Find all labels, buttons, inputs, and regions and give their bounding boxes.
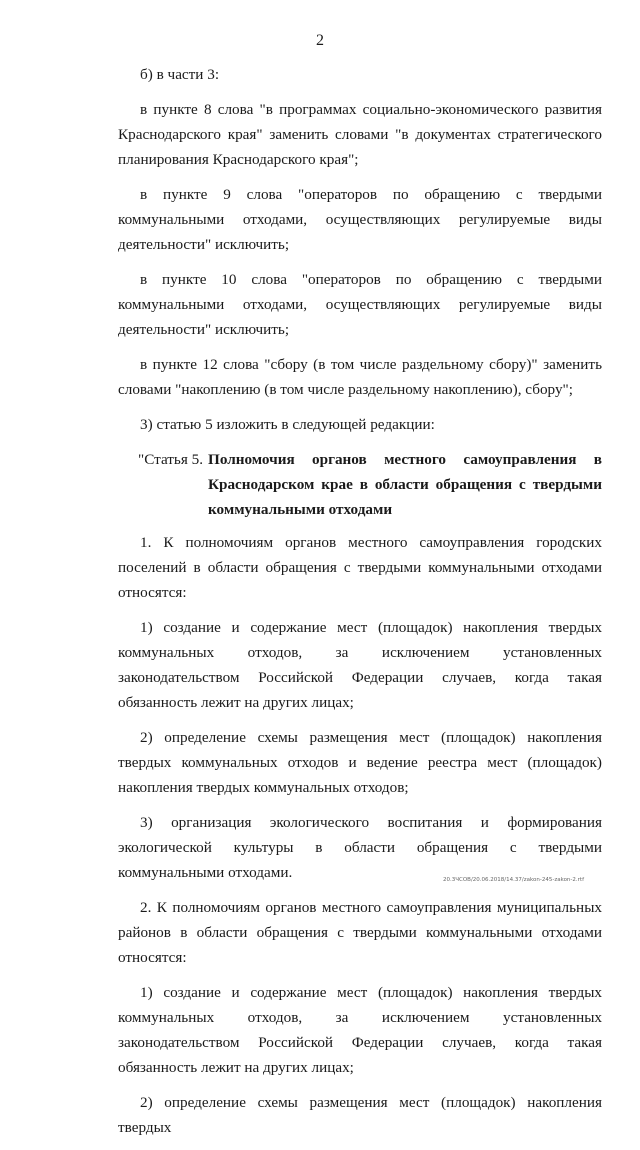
article-title: Полномочия органов местного самоуправления в Краснодарском крае в области обращения с твердыми коммунальными отходами (208, 451, 602, 518)
paragraph: б) в части 3: (140, 66, 220, 83)
footer-file-stamp: 20.3ЧСОВ/20.06.2018/14.37/zakon-245-zakon-2.rtf (443, 877, 585, 883)
article-heading (118, 447, 602, 522)
page-number: 2 (316, 32, 324, 49)
document-body (118, 62, 602, 1150)
paragraph: 3) организация экологического воспитания и формирования экологической культуры в области обращения с твердыми коммунальными отходами. (118, 814, 602, 881)
paragraph: в пункте 12 слова "сбору (в том числе раздельному сбору)" заменить словами "накоплению (в том числе раздельному накоплению), сбору"; (118, 356, 602, 398)
paragraph: 1) создание и содержание мест (площадок) накопления твердых коммунальных отходов, за исключением установленных законодательством Российской Федерации случаев, когда такая обязанность лежит на других лицах; (118, 984, 602, 1076)
paragraph: 2) определение схемы размещения мест (площадок) накопления твердых коммунальных отходов и ведение реестра мест (площадок) накопления твердых коммунальных отходов; (118, 729, 602, 796)
article-number: "Статья 5. (138, 451, 204, 468)
paragraph: 1. К полномочиям органов местного самоуправления городских поселений в области обращения с твердыми коммунальными отходами относятся: (118, 534, 602, 601)
paragraph: в пункте 8 слова "в программах социально-экономического развития Краснодарского края" заменить словами "в документах стратегического планирования Краснодарского края"; (118, 101, 602, 168)
paragraph: в пункте 9 слова "операторов по обращению с твердыми коммунальными отходами, осуществляющих регулируемые виды деятельности" исключить; (118, 186, 602, 253)
paragraph: 1) создание и содержание мест (площадок) накопления твердых коммунальных отходов, за исключением установленных законодательством Российской Федерации случаев, когда такая обязанность лежит на других лицах; (118, 619, 602, 711)
paragraph: 3) статью 5 изложить в следующей редакции: (140, 416, 435, 433)
paragraph: 2) определение схемы размещения мест (площадок) накопления твердых (118, 1094, 602, 1136)
paragraph: в пункте 10 слова "операторов по обращению с твердыми коммунальными отходами, осуществляющих регулируемые виды деятельности" исключить; (118, 271, 602, 338)
paragraph: 2. К полномочиям органов местного самоуправления муниципальных районов в области обращения с твердыми коммунальными отходами относятся: (118, 899, 602, 966)
